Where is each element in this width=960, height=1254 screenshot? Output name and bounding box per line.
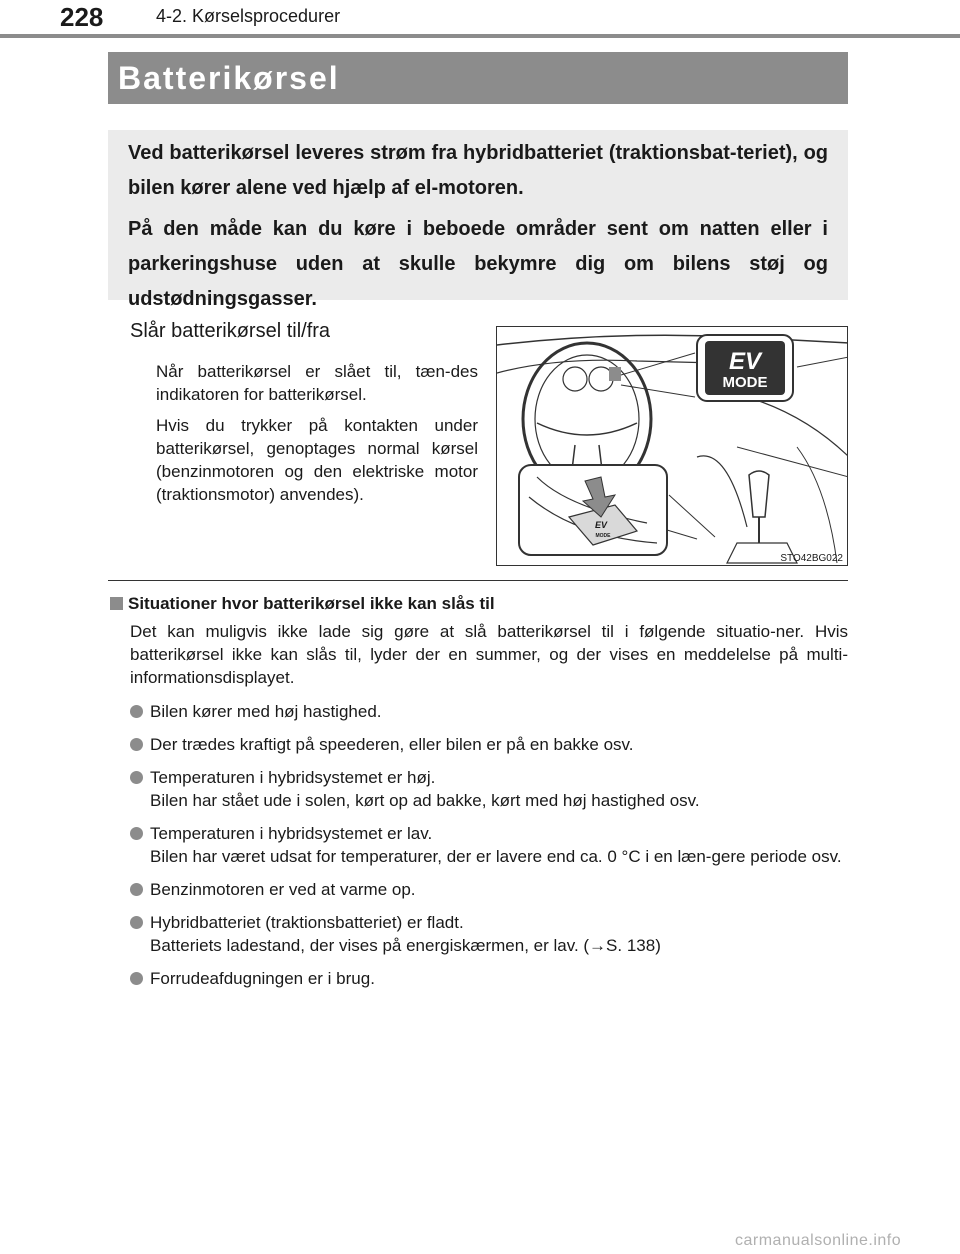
list-item — [130, 822, 848, 868]
situations-heading-text: Situationer hvor batterikørsel ikke kan slås til — [128, 594, 495, 613]
list-item-main: Bilen kører med høj hastighed. — [150, 702, 382, 721]
list-item-main: Der trædes kraftigt på speederen, eller bilen er på en bakke osv. — [150, 735, 634, 754]
intro-paragraph-1: Ved batterikørsel leveres strøm fra hybridbatteriet (traktionsbat-teriet), og bilen kører alene ved hjælp af el-motoren. — [128, 142, 828, 199]
switch-note-2: Hvis du trykker på kontakten under batterikørsel, genoptages normal kørsel (benzinmotoren og den elektriske motor (traktionsmotor) anvendes). — [156, 416, 478, 504]
intro-box — [108, 130, 848, 310]
circle-bullet-icon — [130, 705, 143, 718]
figure-code: STO42BG022 — [780, 553, 843, 564]
badge-mode-label: MODE — [722, 374, 768, 391]
ev-mode-illustration — [496, 326, 848, 566]
section-title-bar — [108, 52, 848, 104]
circle-bullet-icon — [130, 771, 143, 784]
list-item-main: Temperaturen i hybridsystemet er lav. — [150, 824, 433, 843]
list-item-detail: Batteriets ladestand, der vises på energiskærmen, er lav. (→S. 138) — [150, 936, 661, 955]
situations-heading — [110, 594, 495, 614]
button-mode-label: MODE — [595, 533, 611, 539]
circle-bullet-icon — [130, 972, 143, 985]
list-item-detail: Bilen har stået ude i solen, kørt op ad bakke, kørt med høj hastighed osv. — [150, 791, 700, 810]
list-item — [130, 733, 848, 756]
list-item-detail: Bilen har været udsat for temperaturer, der er lavere end ca. 0 °C i en læn-gere periode osv. — [150, 847, 842, 866]
list-item — [130, 967, 848, 990]
switch-note-1: Når batterikørsel er slået til, tæn-des indikatoren for batterikørsel. — [156, 362, 478, 404]
section-divider — [108, 580, 848, 581]
switch-heading: Slår batterikørsel til/fra — [130, 320, 331, 342]
list-item — [130, 911, 848, 957]
situations-list — [130, 700, 848, 1000]
intro-paragraph-2: På den måde kan du køre i beboede områder sent om natten eller i parkeringshuse uden at skulle bekymre dig om bilens støj og udstødningsgasser. — [128, 218, 828, 310]
situations-intro: Det kan muligvis ikke lade sig gøre at slå batterikørsel til i følgende situatio-ner. Hvis batterikørsel ikke kan slås til, lyder der en summer, og der vises en meddelelse på multi-informationsdisplayet. — [130, 622, 848, 687]
list-item-main: Forrudeafdugningen er i brug. — [150, 969, 375, 988]
list-item — [130, 700, 848, 723]
circle-bullet-icon — [130, 916, 143, 929]
header-rule — [0, 34, 960, 38]
square-bullet-icon — [110, 597, 123, 610]
button-ev-label: EV — [594, 520, 608, 530]
dashboard-drawing — [497, 327, 848, 566]
page-number: 228 — [60, 2, 104, 32]
circle-bullet-icon — [130, 738, 143, 751]
circle-bullet-icon — [130, 827, 143, 840]
list-item-main: Benzinmotoren er ved at varme op. — [150, 880, 416, 899]
section-title: Batterikørsel — [118, 60, 340, 96]
list-item-main: Hybridbatteriet (traktionsbatteriet) er fladt. — [150, 913, 464, 932]
list-item — [130, 766, 848, 812]
list-item-main: Temperaturen i hybridsystemet er høj. — [150, 768, 436, 787]
badge-ev-label: EV — [728, 348, 762, 375]
list-item — [130, 878, 848, 901]
chapter-title: 4-2. Kørselsprocedurer — [156, 6, 341, 26]
watermark: carmanualsonline.info — [735, 1232, 902, 1249]
circle-bullet-icon — [130, 883, 143, 896]
